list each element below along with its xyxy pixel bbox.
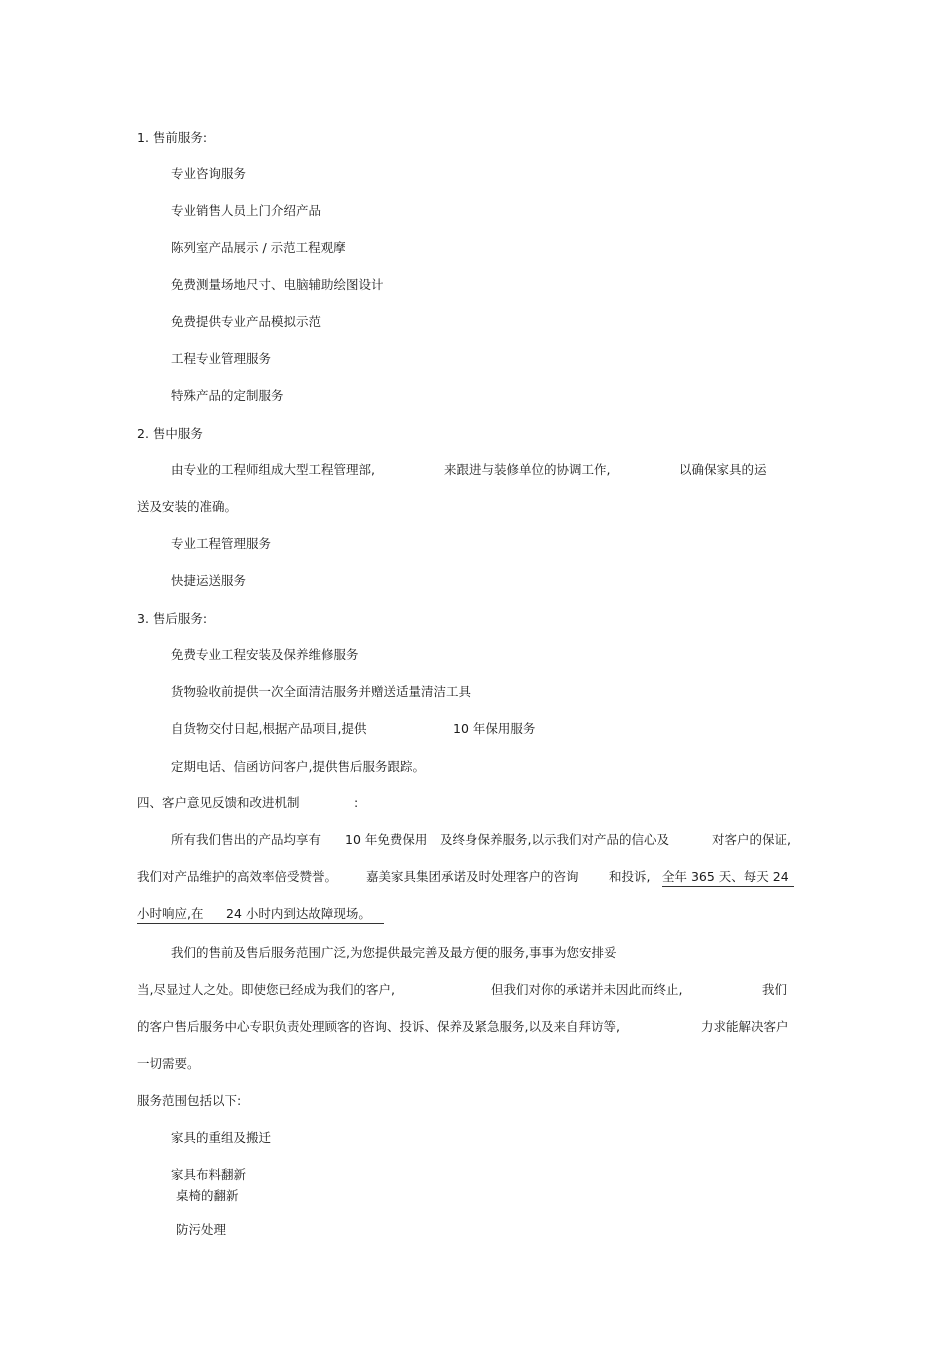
section-heading-after-sale: 3. 售后服务:	[137, 611, 208, 626]
paragraph-fragment: 所有我们售出的产品均享有	[171, 832, 322, 847]
list-item: 专业咨询服务	[171, 166, 247, 181]
list-item: 免费提供专业产品模拟示范	[171, 314, 322, 329]
section-heading-feedback: 四、客户意见反馈和改进机制	[137, 795, 300, 810]
paragraph-fragment: 及终身保养服务,以示我们对产品的信心及	[440, 832, 669, 847]
list-item: 免费测量场地尺寸、电脑辅助绘图设计	[171, 277, 384, 292]
list-item: 桌椅的翻新	[176, 1188, 239, 1203]
paragraph-fragment: 嘉美家具集团承诺及时处理客户的咨询	[366, 869, 579, 884]
paragraph-fragment: 但我们对你的承诺并未因此而终止,	[491, 982, 683, 997]
paragraph-fragment: 10 年免费保用	[345, 832, 428, 847]
scope-heading: 服务范围包括以下:	[137, 1093, 242, 1108]
paragraph-fragment: 力求能解决客户	[701, 1019, 789, 1034]
list-item: 陈列室产品展示 / 示范工程观摩	[171, 240, 346, 255]
list-item: 免费专业工程安装及保养维修服务	[171, 647, 359, 662]
list-item: 专业工程管理服务	[171, 536, 272, 551]
list-item: 家具布料翻新	[171, 1167, 247, 1182]
paragraph-fragment: 我们	[762, 982, 788, 997]
paragraph-fragment: 当,尽显过人之处。即使您已经成为我们的客户,	[137, 982, 395, 997]
underlined-commitment: 24 小时内到达故障现场。	[204, 906, 384, 924]
paragraph-fragment: 和投诉,	[609, 869, 651, 884]
list-item: 快捷运送服务	[171, 573, 247, 588]
heading-colon: :	[354, 795, 359, 810]
list-item: 特殊产品的定制服务	[171, 388, 284, 403]
warranty-text: 自货物交付日起,根据产品项目,提供	[171, 721, 367, 736]
paragraph-fragment: 我们的售前及售后服务范围广泛,为您提供最完善及最方便的服务,事事为您安排妥	[171, 945, 617, 960]
list-item: 专业销售人员上门介绍产品	[171, 203, 322, 218]
list-item: 定期电话、信函访问客户,提供售后服务跟踪。	[171, 759, 425, 774]
list-item: 防污处理	[176, 1222, 227, 1237]
underlined-commitment: 小时响应,在	[137, 906, 204, 924]
section-heading-in-sale: 2. 售中服务	[137, 426, 203, 441]
paragraph-fragment: 送及安装的准确。	[137, 499, 238, 514]
paragraph-fragment: 一切需要。	[137, 1056, 200, 1071]
paragraph-fragment: 的客户售后服务中心专职负责处理顾客的咨询、投诉、保养及紧急服务,以及来自拜访等,	[137, 1019, 620, 1034]
list-item: 工程专业管理服务	[171, 351, 272, 366]
list-item: 货物验收前提供一次全面清洁服务并赠送适量清洁工具	[171, 684, 472, 699]
list-item: 家具的重组及搬迁	[171, 1130, 272, 1145]
paragraph-fragment: 来跟进与装修单位的协调工作,	[444, 462, 611, 477]
paragraph-fragment: 由专业的工程师组成大型工程管理部,	[171, 462, 375, 477]
paragraph-fragment: 我们对产品维护的高效率倍受赞誉。	[137, 869, 338, 884]
warranty-duration: 10 年保用服务	[453, 721, 536, 736]
paragraph-fragment: 以确保家具的运	[679, 462, 767, 477]
underlined-commitment: 全年 365 天、每天 24	[662, 869, 794, 887]
paragraph-fragment: 对客户的保证,	[712, 832, 791, 847]
section-heading-presale: 1. 售前服务:	[137, 130, 208, 145]
